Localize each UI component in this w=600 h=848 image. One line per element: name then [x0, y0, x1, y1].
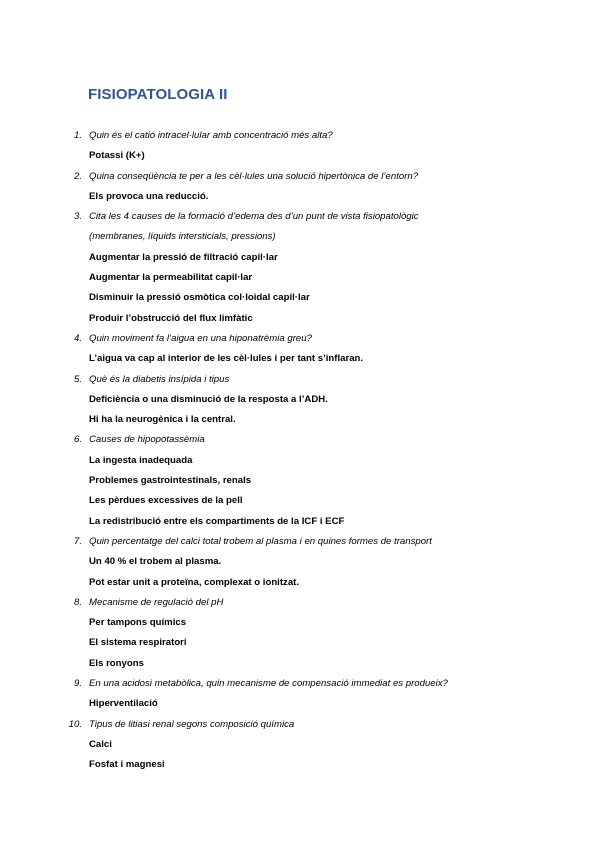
question-number: 1.: [73, 130, 82, 141]
answer-row: [0, 349, 600, 369]
question-row: [0, 532, 600, 552]
question-number: 5.: [73, 373, 82, 385]
question-text: Quin moviment fa l’aigua en una hiponatrèmia greu?: [89, 332, 312, 344]
answer-text: Augmentar la pressió de filtració capil·lar: [89, 251, 278, 263]
answer-text: Un 40 % el trobem al plasma.: [89, 556, 222, 568]
question-text: Quin és el catió intracel·lular amb concentració més alta?: [89, 130, 333, 141]
answer-row: [0, 735, 600, 755]
answer-text: Per tampons químics: [89, 617, 187, 629]
question-row: [0, 430, 600, 450]
answer-row: [0, 187, 600, 207]
answer-row: [0, 512, 600, 532]
answer-text: Augmentar la permeabilitat capil·lar: [89, 272, 253, 284]
answer-text: L’aigua va cap al interior de les cèl·lules i per tant s’inflaran.: [89, 353, 364, 365]
answer-text: Fosfat i magnesi: [89, 759, 165, 771]
question-number: 6.: [73, 434, 82, 446]
answer-text: Els ronyons: [89, 657, 144, 669]
answer-row: [0, 694, 600, 714]
question-row: [0, 207, 600, 227]
document-title: FISIOPATOLOGIA II: [88, 86, 228, 103]
question-row: [0, 593, 600, 613]
answer-row: [0, 633, 600, 653]
answer-row: [0, 410, 600, 430]
question-number: 7.: [73, 535, 82, 547]
answer-text: La redistribució entre els compartiments de la ICF i ECF: [89, 515, 345, 527]
answer-row: [0, 146, 600, 166]
question-row: [0, 370, 600, 390]
answer-text: Pot estar unit a proteïna, complexat o ionitzat.: [89, 576, 300, 588]
answer-row: [0, 268, 600, 288]
question-list: [0, 126, 600, 776]
answer-row: [0, 451, 600, 471]
question-number: 8.: [73, 596, 82, 608]
answer-row: [0, 755, 600, 775]
question-row-continued: [0, 227, 600, 247]
answer-text: Problemes gastrointestinals, renals: [89, 475, 252, 487]
question-text: Quin percentatge del calci total trobem al plasma i en quines formes de transport: [89, 535, 432, 547]
answer-row: [0, 288, 600, 308]
question-text-continued: (membranes, líquids intersticials, pressions): [89, 231, 276, 243]
answer-row: [0, 248, 600, 268]
answer-text: Disminuir la pressió osmòtica col·loidal capil·lar: [89, 292, 310, 304]
question-text: Què és la diabetis insípida i tipus: [89, 373, 230, 385]
answer-text: El sistema respiratori: [89, 637, 187, 649]
question-number: 3.: [73, 211, 82, 223]
question-text: Cita les 4 causes de la formació d’edema des d’un punt de vista fisiopatològic: [89, 211, 419, 223]
question-row: [0, 715, 600, 735]
answer-row: [0, 613, 600, 633]
question-row: [0, 674, 600, 694]
answer-row: [0, 552, 600, 572]
question-text: En una acidosi metabòlica, quin mecanisme de compensació immediat es produeix?: [89, 678, 448, 690]
answer-row: [0, 471, 600, 491]
answer-text: Produir l’obstrucció del flux limfàtic: [89, 312, 253, 324]
question-number: 4.: [73, 332, 82, 344]
answer-row: [0, 654, 600, 674]
answer-text: Deficiència o una disminució de la resposta a l’ADH.: [89, 393, 328, 405]
answer-text: Els provoca una reducció.: [89, 190, 209, 202]
answer-row: [0, 309, 600, 329]
question-text: Tipus de litiasi renal segons composició química: [89, 718, 295, 730]
answer-text: Les pèrdues excessives de la pell: [89, 495, 243, 507]
answer-row: [0, 573, 600, 593]
answer-text: Hiperventilació: [89, 698, 158, 710]
question-row: [0, 126, 600, 146]
answer-text: Calci: [89, 738, 112, 750]
question-text: Quina conseqüència te per a les cèl·lules una solució hipertònica de l’entorn?: [89, 170, 419, 182]
question-number: 2.: [73, 170, 82, 182]
question-row: [0, 329, 600, 349]
answer-row: [0, 390, 600, 410]
question-number: 9.: [73, 678, 82, 690]
question-row: [0, 167, 600, 187]
question-text: Mecanisme de regulació del pH: [89, 596, 224, 608]
answer-text: Hi ha la neurogènica i la central.: [89, 414, 236, 426]
question-text: Causes de hipopotassèmia: [89, 434, 205, 446]
answer-row: [0, 491, 600, 511]
question-number: 10.: [68, 718, 82, 730]
answer-text: La ingesta inadequada: [89, 454, 193, 466]
answer-text: Potassi (K+): [89, 150, 145, 162]
